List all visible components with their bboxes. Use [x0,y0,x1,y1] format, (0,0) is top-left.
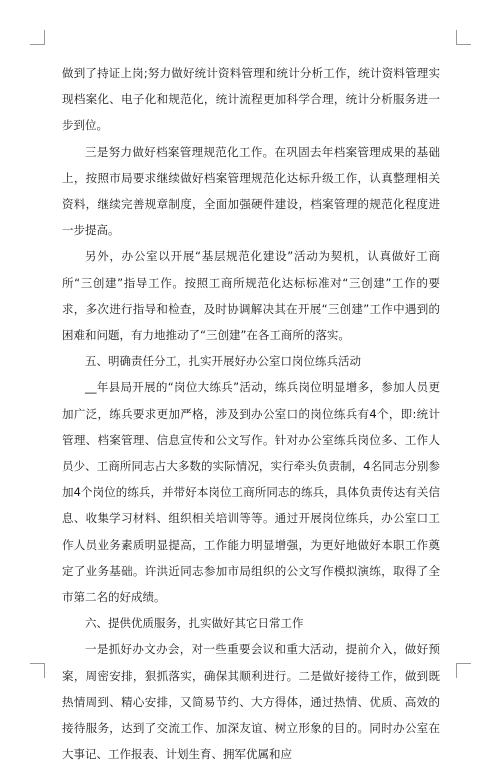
section-heading-six: 六、提供优质服务，扎实做好其它日常工作 [85,616,304,631]
crop-mark-top-right [456,30,471,45]
paragraph-three-creations: 另外，办公室以开展“基层规范化建设”活动为契机，认真做好工商所“三创建”指导工作。按照工商所规范化达标标准对“三创建”工作的要求，多次进行指导和检查，及时协调解决其在开展“三创建”工作中遇到的困难和问题，有力地推动了“三创建”在各工商所的落实。 [62,249,440,343]
crop-mark-top-left [30,30,45,45]
paragraph-statistics-management: 做到了持证上岗;努力做好统计资料管理和统计分析工作，统计资料管理实现档案化、电子化和规范化，统计流程更加科学合理，统计分析服务进一步到位。 [62,66,440,133]
section-heading-five: 五、明确责任分工，扎实开展好办公室口岗位练兵活动 [85,354,361,369]
document-body [62,60,440,767]
paragraph-job-training: __年县局开展的“岗位大练兵”活动，练兵岗位明显增多，参加人员更加广泛，练兵要求更加严格，涉及到办公室口的岗位练兵有4个，即:统计管理、档案管理、信息宣传和公文写作。针对办公室练兵岗位多、工作人员少、工商所同志占大多数的实际情况，实行牵头负责制，4名同志分别参加4个岗位的练兵，并带好本岗位工商所同志的练兵，具体负责传达有关信息、收集学习材料、组织相关培训等等。通过开展岗位练兵，办公室口工作人员业务素质明显提高，工作能力明显增强，为更好地做好本职工作奠定了业务基础。许洪近同志参加市局组织的公文写作模拟演练，取得了全市第二名的好成绩。 [62,380,440,605]
paragraph-daily-work: 一是抓好办文办会，对一些重要会议和重大活动，提前介入，做好预案，周密安排，狠抓落实，确保其顺利进行。二是做好接待工作，做到既热情周到、精心安排，又简易节约、大方得体，通过热情、优质、高效的接待服务，达到了交流工作、加深友谊、树立形象的目的。同时办公室在大事记、工作报表、计划生育、拥军优属和应 [62,642,440,762]
crop-mark-bottom-left [30,663,45,678]
paragraph-archive-management: 三是努力做好档案管理规范化工作。在巩固去年档案管理成果的基础上，按照市局要求继续做好档案管理规范化达标升级工作，认真整理相关资料，继续完善规章制度，全面加强硬件建设，档案管理的规范化程度进一步提高。 [62,144,440,238]
crop-mark-bottom-right [456,663,471,678]
